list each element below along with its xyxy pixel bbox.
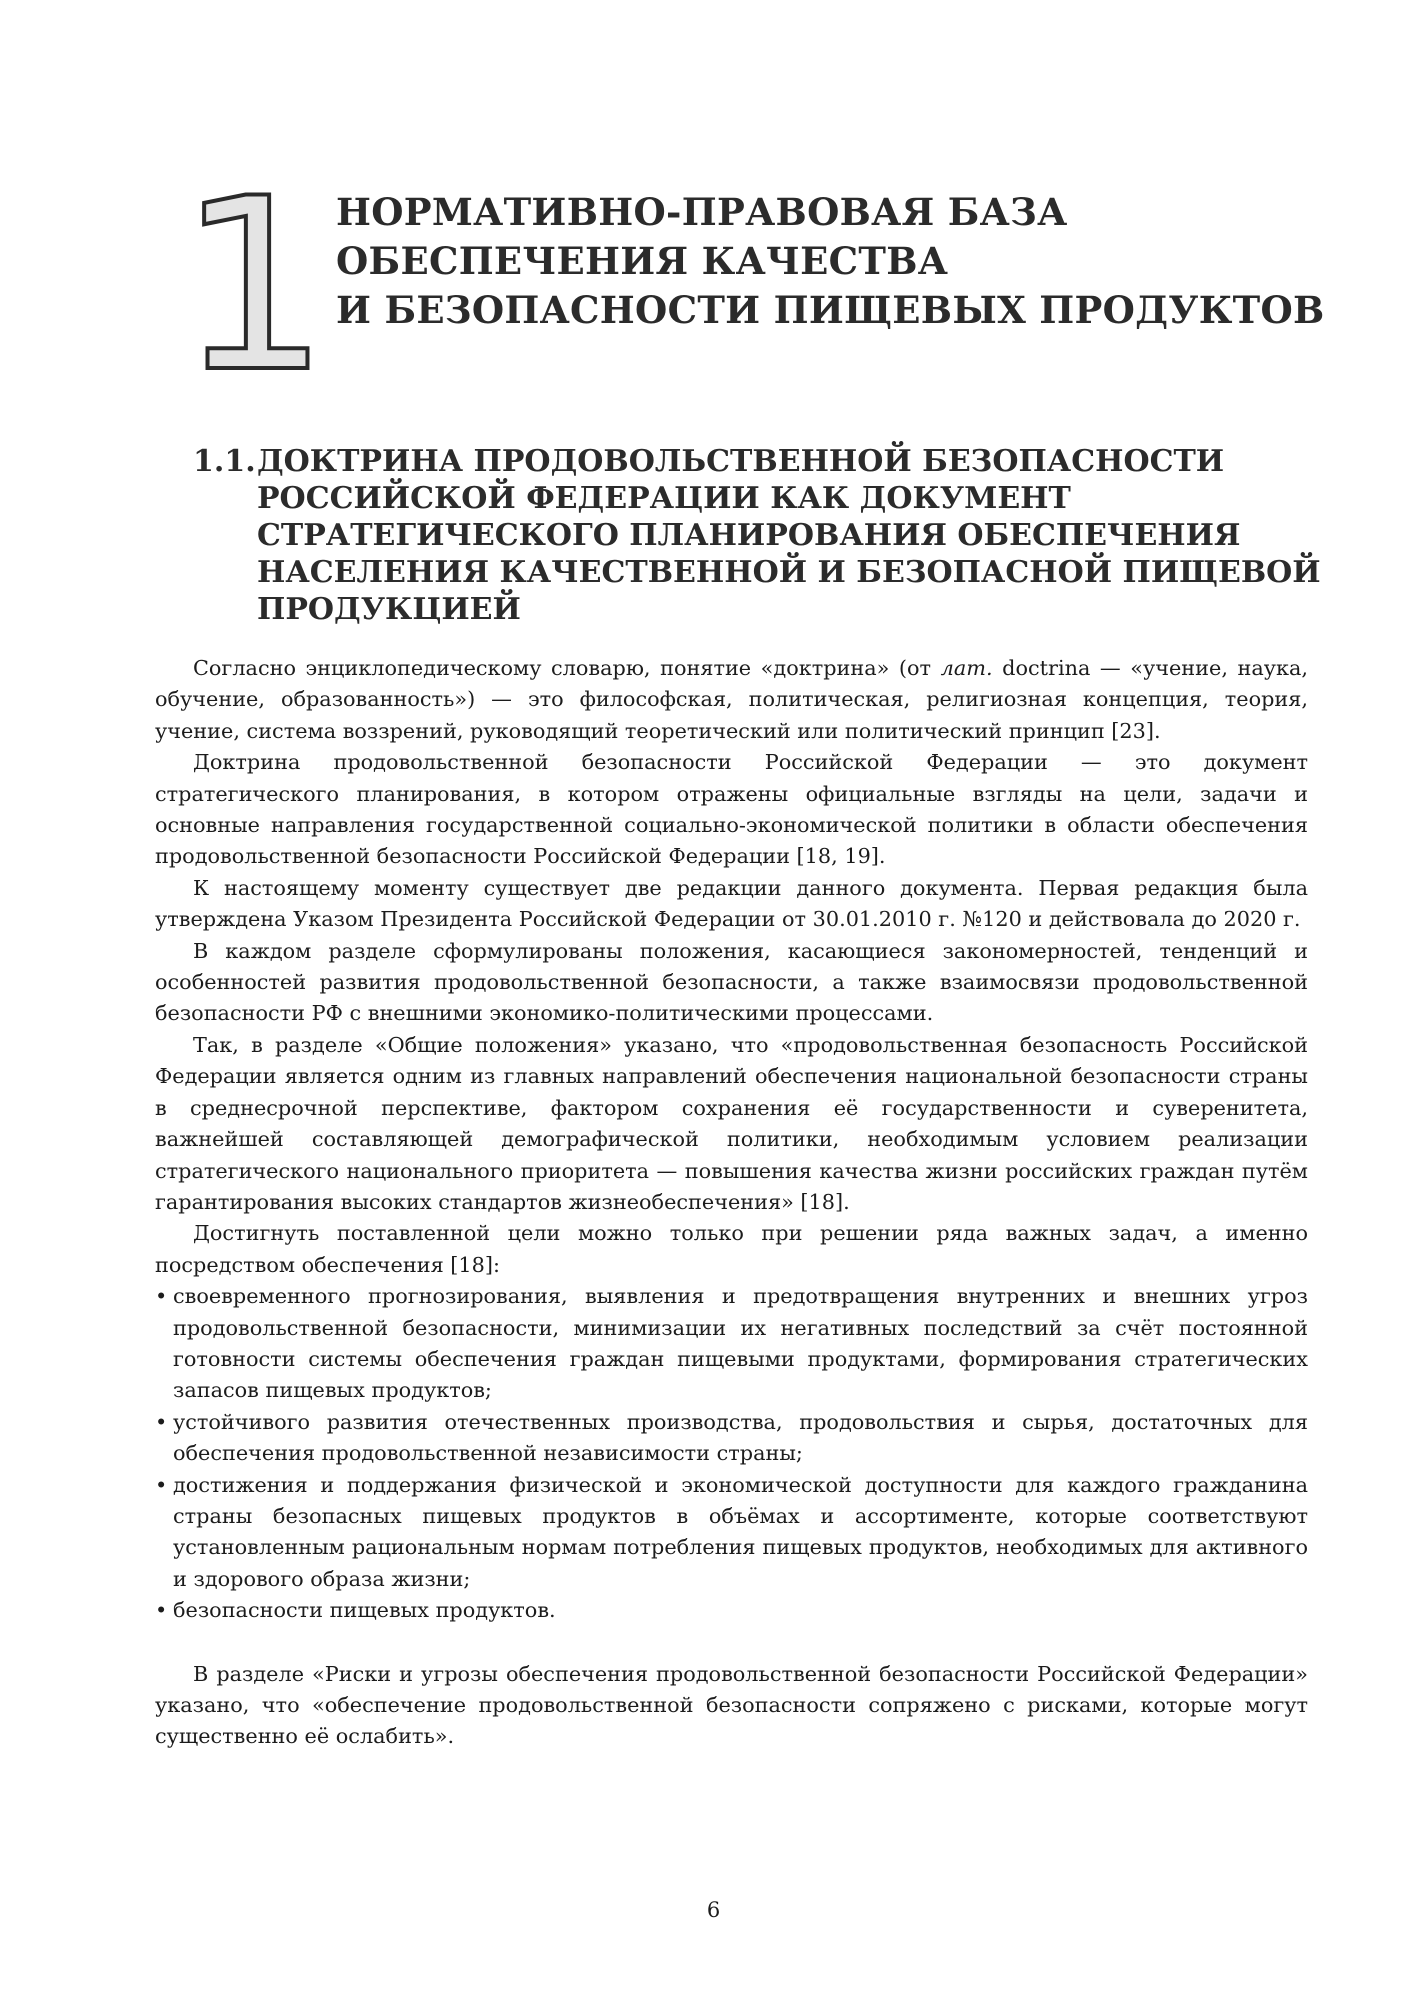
chapter-title-line: И БЕЗОПАСНОСТИ ПИЩЕВЫХ ПРОДУКТОВ (336, 288, 1325, 332)
paragraph-text: doctrina — «учение, наука, обучение, образованность») — это философская, политическая, религиозная концепция, теория, учение, система воззрений, руководящий теоретический или политический принцип [23]. (155, 656, 1308, 743)
chapter-title-line: НОРМАТИВНО-ПРАВОВАЯ БАЗА (336, 190, 1068, 234)
paragraph: В каждом разделе сформулированы положения, касающиеся закономерностей, тенденций и особенностей развития продовольственной безопасности, а также взаимосвязи продовольственной безопасности РФ с внешними экономико-политическими процессами. (155, 938, 1308, 1026)
section-heading (193, 443, 1321, 628)
section-title-line: СТРАТЕГИЧЕСКОГО ПЛАНИРОВАНИЯ ОБЕСПЕЧЕНИЯ (257, 518, 1241, 553)
section-title-line: ДОКТРИНА ПРОДОВОЛЬСТВЕННОЙ БЕЗОПАСНОСТИ (257, 444, 1225, 479)
chapter-number: 1 (178, 148, 330, 425)
section-title-line: РОССИЙСКОЙ ФЕДЕРАЦИИ КАК ДОКУМЕНТ (257, 481, 1071, 516)
paragraph (155, 653, 1308, 747)
latin-abbrev: лат. (940, 656, 993, 680)
paragraph-text: Согласно энциклопедическому словарю, понятие «доктрина» (от (193, 656, 941, 680)
bullet-list (155, 1281, 1308, 1626)
chapter-title-line: ОБЕСПЕЧЕНИЯ КАЧЕСТВА (336, 239, 949, 283)
section-title-line: ПРОДУКЦИЕЙ (257, 592, 521, 627)
paragraph: К настоящему моменту существует две редакции данного документа. Первая редакция была утверждена Указом Президента Российской Федерации от 30.01.2010 г. №120 и действовала до 2020 г. (155, 875, 1308, 932)
page-number: 6 (706, 1898, 721, 1922)
list-item: • безопасности пищевых продуктов. (155, 1595, 1308, 1626)
paragraph: Доктрина продовольственной безопасности Российской Федерации — это документ стратегического планирования, в котором отражены официальные взгляды на цели, задачи и основные направления государственной социально-экономической политики в области обеспечения продовольственной безопасности Российской Федерации [18, 19]. (155, 750, 1308, 869)
list-item: • достижения и поддержания физической и экономической доступности для каждого гражданина страны безопасных пищевых продуктов в объёмах и ассортименте, которые соответствуют установленным рациональным нормам потребления пищевых продуктов, необходимых для активного и здорового образа жизни; (155, 1470, 1308, 1596)
paragraph: Так, в разделе «Общие положения» указано, что «продовольственная безопасность Российской Федерации является одним из главных направлений обеспечения национальной безопасности страны в среднесрочной перспективе, фактором сохранения её государственности и суверенитета, важнейшей составляющей демографической политики, необходимым условием реализации стратегического национального приоритета — повышения качества жизни российских граждан путём гарантирования высоких стандартов жизнеобеспечения» [18]. (155, 1032, 1308, 1214)
section-number: 1.1. (193, 444, 256, 479)
section-title (257, 443, 1321, 628)
chapter-title (336, 188, 1356, 335)
list-item: • своевременного прогнозирования, выявления и предотвращения внутренних и внешних угроз продовольственной безопасности, минимизации их негативных последствий за счёт постоянной готовности системы обеспечения граждан пищевыми продуктами, формирования стратегических запасов пищевых продуктов; (155, 1281, 1308, 1407)
paragraph: Достигнуть поставленной цели можно только при решении ряда важных задач, а именно посредством обеспечения [18]: (155, 1221, 1308, 1277)
paragraph: В разделе «Риски и угрозы обеспечения продовольственной безопасности Российской Федерации» указано, что «обеспечение продовольственной безопасности сопряжено с рисками, которые могут существенно её ослабить». (155, 1661, 1308, 1749)
body-text (155, 653, 1308, 1753)
section-title-line: НАСЕЛЕНИЯ КАЧЕСТВЕННОЙ И БЕЗОПАСНОЙ ПИЩЕВОЙ (257, 555, 1321, 590)
list-item: • устойчивого развития отечественных производства, продовольствия и сырья, достаточных для обеспечения продовольственной независимости страны; (155, 1407, 1308, 1470)
